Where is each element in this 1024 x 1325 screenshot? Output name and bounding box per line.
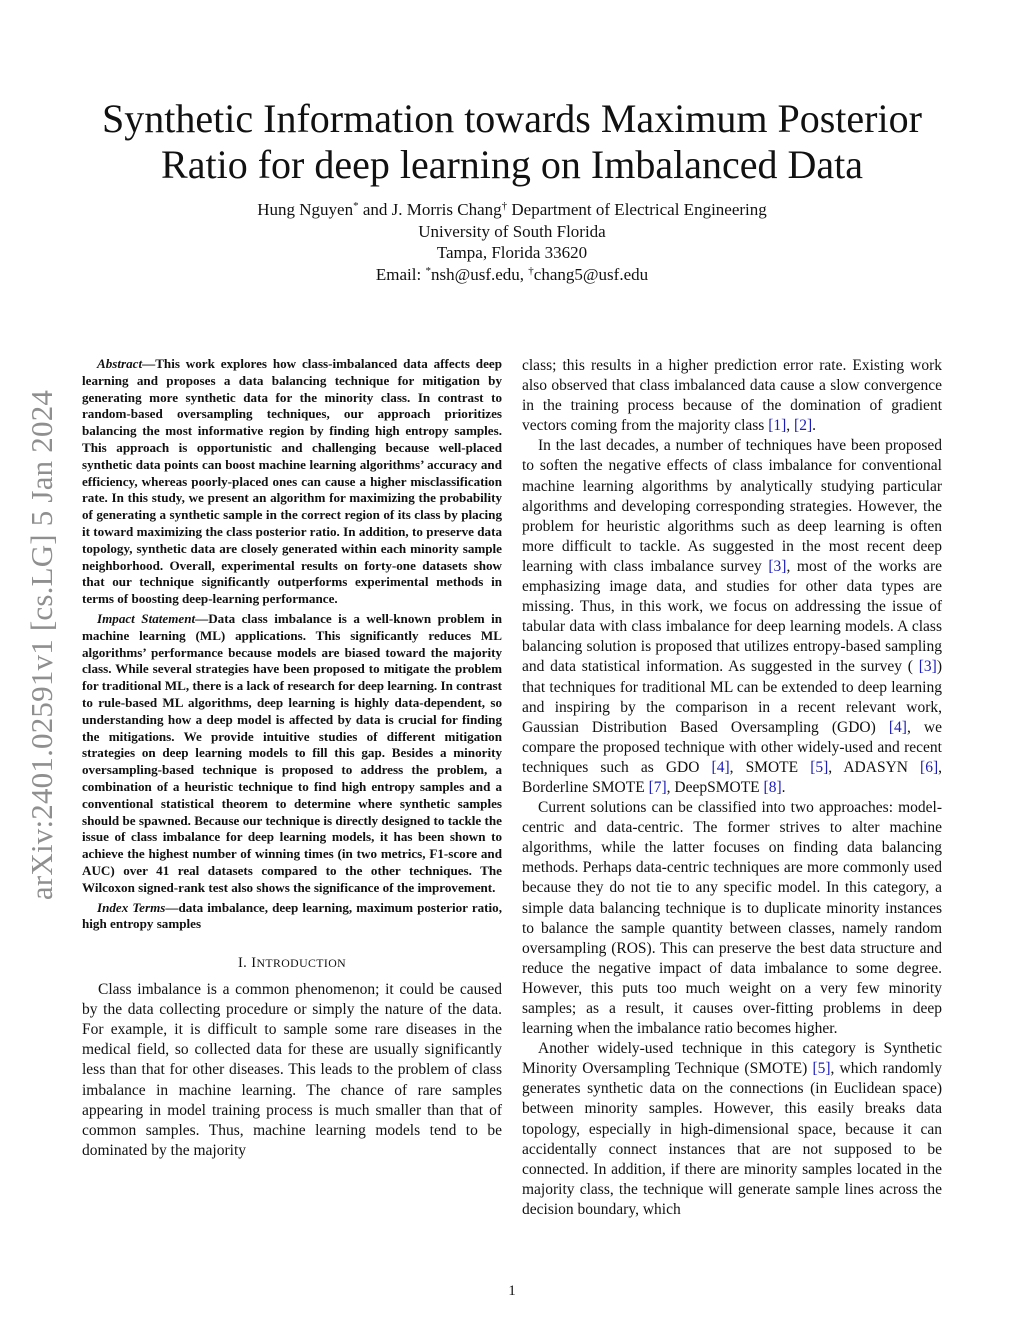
citation-link[interactable]: [4] (888, 718, 907, 736)
citation-link[interactable]: [2] (794, 417, 813, 435)
citation-link[interactable]: [3] (768, 557, 787, 575)
citation-link[interactable]: [5] (810, 758, 829, 776)
citation-link[interactable]: [6] (920, 758, 939, 776)
citation-link[interactable]: [1] (768, 417, 787, 435)
intro-paragraph-2: In the last decades, a number of techniques have been proposed to soften the negative effects of class imbalance for conventional machine learning algorithms by analytically studying particular algorithms and developing corresponding strategies. However, the problem for heuristic algorithms such as deep learning is often more difficult to tackle. As suggested in the most recent deep learning with class imbalance survey [3], most of the works are emphasizing image data, and studies for other data types are missing. Thus, in this work, we focus on addressing the issue of tabular data with class imbalance for deep learning models. A class balancing solution is proposed that utilizes entropy-based sampling and data statistical information. As suggested in the survey ( [3]) that techniques for traditional ML can be extended to deep learning and inspiring by the comparison in a recent relevant work, Gaussian Distribution Based Oversampling (GDO) [4], we compare the proposed technique with other widely-used and recent techniques such as GDO [4], SMOTE [5], ADASYN [6], Borderline SMOTE [7], DeepSMOTE [8]. (522, 437, 943, 796)
citation-link[interactable]: [3] (918, 658, 937, 676)
index-terms (82, 900, 502, 934)
abstract-text: —This work explores how class-imbalanced data affects deep learning and proposes a data balancing technique for mitigation by generating more synthetic data for the minority class. In contrast to random-based oversampling techniques, our approach prioritizes balancing the most informative region by finding high entropy samples. This approach is opportunistic and challenging because well-placed synthetic data points can boost machine learning algorithms’ accuracy and efficiency, whereas poorly-placed ones can cause a higher misclassification rate. In this study, we present an algorithm for maximizing the probability of generating a synthetic sample in the correct region of its class by placing it toward maximizing the class posterior ratio. In addition, to preserve data topology, synthetic data are closely generated within each minority sample neighborhood. Overall, experimental results on forty-one datasets show that our technique significantly outperforms experimental methods in terms of boosting deep-learning performance. (82, 356, 502, 607)
citation-link[interactable]: [8] (763, 778, 782, 796)
left-column (82, 356, 502, 1161)
impact-label: Impact Statement (97, 610, 196, 626)
intro-paragraph-4: Another widely-used technique in this category is Synthetic Minority Oversampling Technique (SMOTE) [5], which randomly generates synthetic data on the connections (in Euclidean space) between minority samples. However, this easily breaks data topology, especially in high-dimensional space, because it can accidentally connect instances that are not supposed to be connected. In addition, if there are minority samples located in the majority class, the technique will generate sample lines across the decision boundary, which (522, 1040, 942, 1218)
title-line-2: Ratio for deep learning on Imbalanced Data (161, 142, 863, 187)
index-terms-label: Index Terms (97, 899, 166, 915)
impact-text: —Data class imbalance is a well-known problem in machine learning (ML) applications. This significantly reduces ML algorithms’ performance because models are biased toward the majority class. While several strategies have been proposed to mitigate the problem for traditional ML, there is a lack of research for deep learning. In contrast to rule-based ML algorithms, deep learning is highly data-dependent, so understanding how a deep model is affected by data is crucial for finding the mitigations. We provide intuitive studies of different mitigation strategies on deep learning models to fill this gap. Besides a minority oversampling-based technique is proposed to address the problem, a combination of a heuristic technique to find high entropy samples and a conventional statistical theorem to determine where synthetic samples should be spawned. Because our technique is directly designed to tackle the issue of class imbalance for deep learning models, it has been shown to achieve the highest number of winning times (in two metrics, F1-score and AUC) over 41 real datasets compared to the other techniques. The Wilcoxon signed-rank test also shows the significance of the improvement. (82, 610, 502, 895)
right-column (522, 356, 942, 1220)
impact-statement (82, 611, 502, 897)
abstract-label: Abstract (97, 356, 143, 371)
intro-paragraph-1-continued: class; this results in a higher prediction error rate. Existing work also observed that class imbalanced data cause a slow convergence in the training process because of the domination of gradient vectors coming from the majority class [1], [2]. (522, 357, 942, 435)
author-email: Email: *nsh@usf.edu, †chang5@usf.edu (375, 264, 649, 284)
title-line-1: Synthetic Information towards Maximum Posterior (102, 96, 922, 141)
index-terms-text: —data imbalance, deep learning, maximum posterior ratio, high entropy samples (82, 899, 503, 932)
affiliation-city: Tampa, Florida 33620 (436, 243, 588, 262)
author-block (100, 199, 924, 285)
page-number: 1 (508, 1283, 516, 1299)
citation-link[interactable]: [7] (648, 778, 667, 796)
author-line: Hung Nguyen* and J. Morris Chang† Department of Electrical Engineering (257, 200, 767, 219)
intro-paragraph-3: Current solutions can be classified into two approaches: model-centric and data-centric. The former strives to alter machine algorithms, while the latter focuses on finding data balancing methods. Perhaps data-centric techniques are more commonly used because they do not tie to any specific model. In this category, a simple data balancing technique is to duplicate minority instances to balance the sample quantity between classes, namely random oversampling (ROS). This can preserve the best data structure and reduce the negative impact of data imbalance to some degree. However, this puts too much weight on a very few minority samples; as a result, it causes over-fitting problems in deep learning when the imbalance ratio becomes higher. (522, 799, 942, 1038)
intro-paragraph-1: Class imbalance is a common phenomenon; it could be caused by the data collecting procedure or simply the nature of the data. For example, it is difficult to sample some rare diseases in the medical field, so collected data for these are usually significantly less than that for other diseases. This leads to the problem of class imbalance in machine learning. The chance of rare samples appearing in model training process is much smaller than that of common samples. Thus, machine learning models tend to be dominated by the majority (82, 981, 502, 1159)
abstract (82, 356, 502, 608)
affiliation-university: University of South Florida (418, 221, 606, 241)
citation-link[interactable]: [4] (711, 758, 730, 776)
paper-title (60, 96, 964, 188)
citation-link[interactable]: [5] (812, 1060, 831, 1078)
section-heading-introduction: I. INTRODUCTION (237, 955, 347, 972)
arxiv-side-stamp: arXiv:2401.02591v1 [cs.LG] 5 Jan 2024 (24, 389, 59, 901)
